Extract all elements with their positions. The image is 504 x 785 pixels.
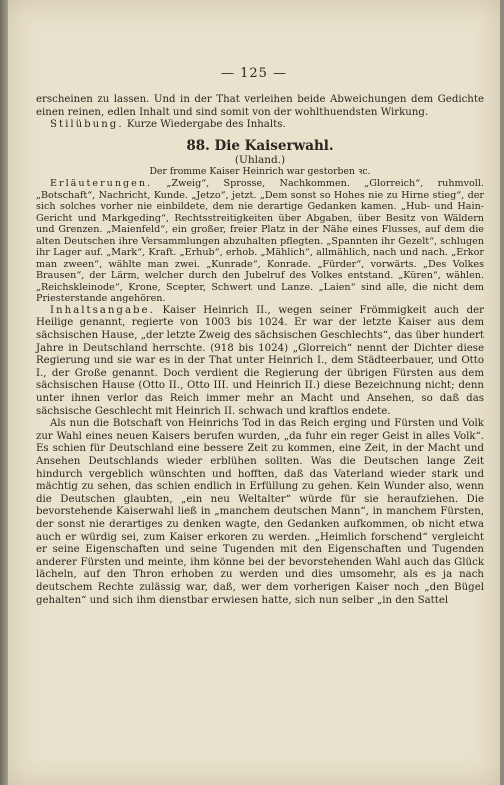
explanations-text: „Zweig“, Sprosse, Nachkommen. „Glorreich“, ruhmvoll. „Botschaft“, Nachricht, Kunde. „Jetzo“, jetzt. „Dem sonst so Hohes nie zu Hirne stieg“, der sich solches vorher nie einbildete, dem nie derartige Gedanken kamen. „Hub- und Hain-Gericht und Markgeding“, Rechtsstreitigkeiten über Abgaben, über Besitz von Wäldern und Grenzen. „Maienfeld“, ein großer, freier Platz in der Nähe eines Flusses, auf dem die alten Deutschen ihre Versammlungen abzuhalten pflegten. „Spannten ihr Gezelt“, schlugen ihr Lager auf. „Mark“, Kraft. „Erhub“, erhob. „Mählich“, allmählich, nach und nach. „Erkor man zween“, wählte man zwei. „Kunrade“, Konrade. „Fürder“, vorwärts. „Des Volkes Brausen“, der Lärm, welcher durch den Jubelruf des Volkes entstand. „Küren“, wählen. „Reichskleinode“, Krone, Scepter, Schwert und Lanze. „Laien“ sind alle, die nicht dem Priesterstande angehören. xyxy=(36,178,484,305)
book-page xyxy=(8,0,500,785)
poem-author: (Uhland.) xyxy=(234,153,286,166)
summary-paragraph xyxy=(36,305,484,418)
poem-first-line: Der fromme Kaiser Heinrich war gestorben ꝛc. xyxy=(149,166,371,178)
exercise-text: Kurze Wiedergabe des Inhalts. xyxy=(126,119,286,131)
summary-label: Inhaltsangabe. xyxy=(50,304,155,316)
summary-text: Kaiser Heinrich II., wegen seiner Frömmigkeit auch der Heilige genannt, regierte von 1003 bis 1024. Er war der letzte Kaiser aus dem sächsischen Hause, „der letzte Zweig des sächsischen Geschlechts“, das über hundert Jahre in Deutschland herrschte. (918 bis 1024) „Glorreich“ nennt der Dichter diese Regierung und sie war es in der That unter Heinrich I., dem Städteerbauer, und Otto I., der Große genannt. Doch verdient die Regierung der übrigen Fürsten aus dem sächsischen Hause (Otto II., Otto III. und Heinrich II.) diese Bezeichnung nicht; denn unter ihnen verlor das Reich immer mehr an Macht und Ansehen, so daß das sächsische Geschlecht mit Heinrich II. schwach und kraftlos endete. xyxy=(36,304,484,417)
explanations-paragraph xyxy=(36,178,484,305)
poem-title: 88. Die Kaiserwahl. xyxy=(186,137,334,154)
page-number: — 125 — xyxy=(220,66,288,81)
intro-paragraph: erscheinen zu lassen. Und in der That verleihen beide Abweichungen dem Gedichte einen reinen, edlen Inhalt und sind somit von der wohlthuendsten Wirkung. xyxy=(36,94,484,118)
exercise-line xyxy=(36,119,484,132)
explanations-label: Erläuterungen. xyxy=(50,178,153,190)
exercise-label: Stilübung. xyxy=(50,119,124,131)
book-gutter xyxy=(0,0,8,785)
page-text xyxy=(36,94,484,607)
body-paragraph: Als nun die Botschaft von Heinrichs Tod in das Reich erging und Fürsten und Volk zur Wahl eines neuen Kaisers berufen wurden, „da fuhr ein reger Geist in alles Volk“. Es schien für Deutschland eine bessere Zeit zu kommen, eine Zeit, in der Macht und Ansehen Deutschlands wieder erblühen sollten. Was die Deutschen lange Zeit hindurch vergeblich wünschten und hofften, daß das Vaterland wieder stark und mächtig zu sehen, das schien endlich in Erfüllung zu gehen. Kein Wunder also, wenn die Deutschen glaubten, „ein neu Weltalter“ würde für sie heraufziehen. Die bevorstehende Kaiserwahl ließ in „manchem deutschen Mann“, in manchem Fürsten, der sonst nie derartiges zu denken wagte, den Gedanken aufkommen, ob nicht etwa auch er würdig sei, zum Kaiser erkoren zu werden. „Heimlich forschend“ vergleicht er seine Eigenschaften und seine Tugenden mit den Eigenschaften und Tugenden anderer Fürsten und meinte, ihm könne bei der bevorstehenden Wahl auch das Glück lächeln, auf den Thron erhoben zu werden und dies umsomehr, als es ja nach deutschem Rechte zulässig war, daß, wer dem vorherigen Kaiser noch „den Bügel gehalten“ und sich ihm dienstbar erwiesen hatte, sich nun selber „in den Sattel xyxy=(36,418,484,606)
